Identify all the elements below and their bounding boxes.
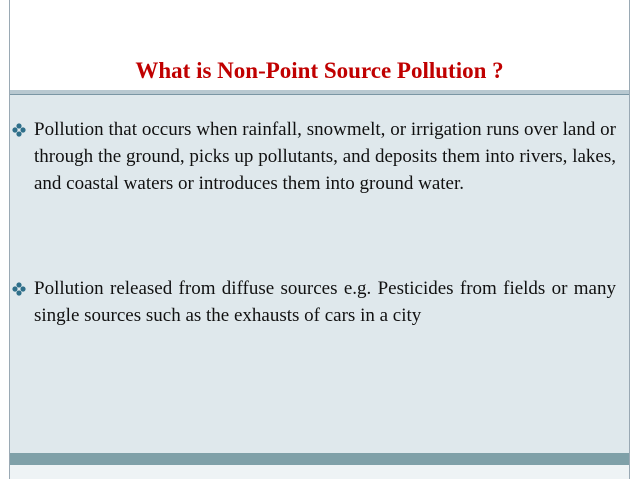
- bullet-item: [24, 275, 616, 329]
- slide-title: What is Non-Point Source Pollution ?: [135, 58, 504, 83]
- footer-band: [10, 453, 629, 465]
- diamond-bullet-icon: [12, 275, 26, 302]
- title-area: [10, 0, 629, 90]
- footer-strip: [10, 465, 629, 479]
- slide-frame-right: [629, 0, 630, 479]
- bullet-item: [24, 116, 616, 197]
- content-area: [10, 95, 629, 453]
- diamond-bullet-icon: [12, 116, 26, 143]
- bullet-text: Pollution released from diffuse sources e.g. Pesticides from fields or many single sources such as the exhausts of cars in a city: [34, 278, 616, 326]
- bullet-text: Pollution that occurs when rainfall, snowmelt, or irrigation runs over land or through the ground, picks up pollutants, and deposits them into rivers, lakes, and coastal waters or introduces them into ground water.: [34, 119, 616, 194]
